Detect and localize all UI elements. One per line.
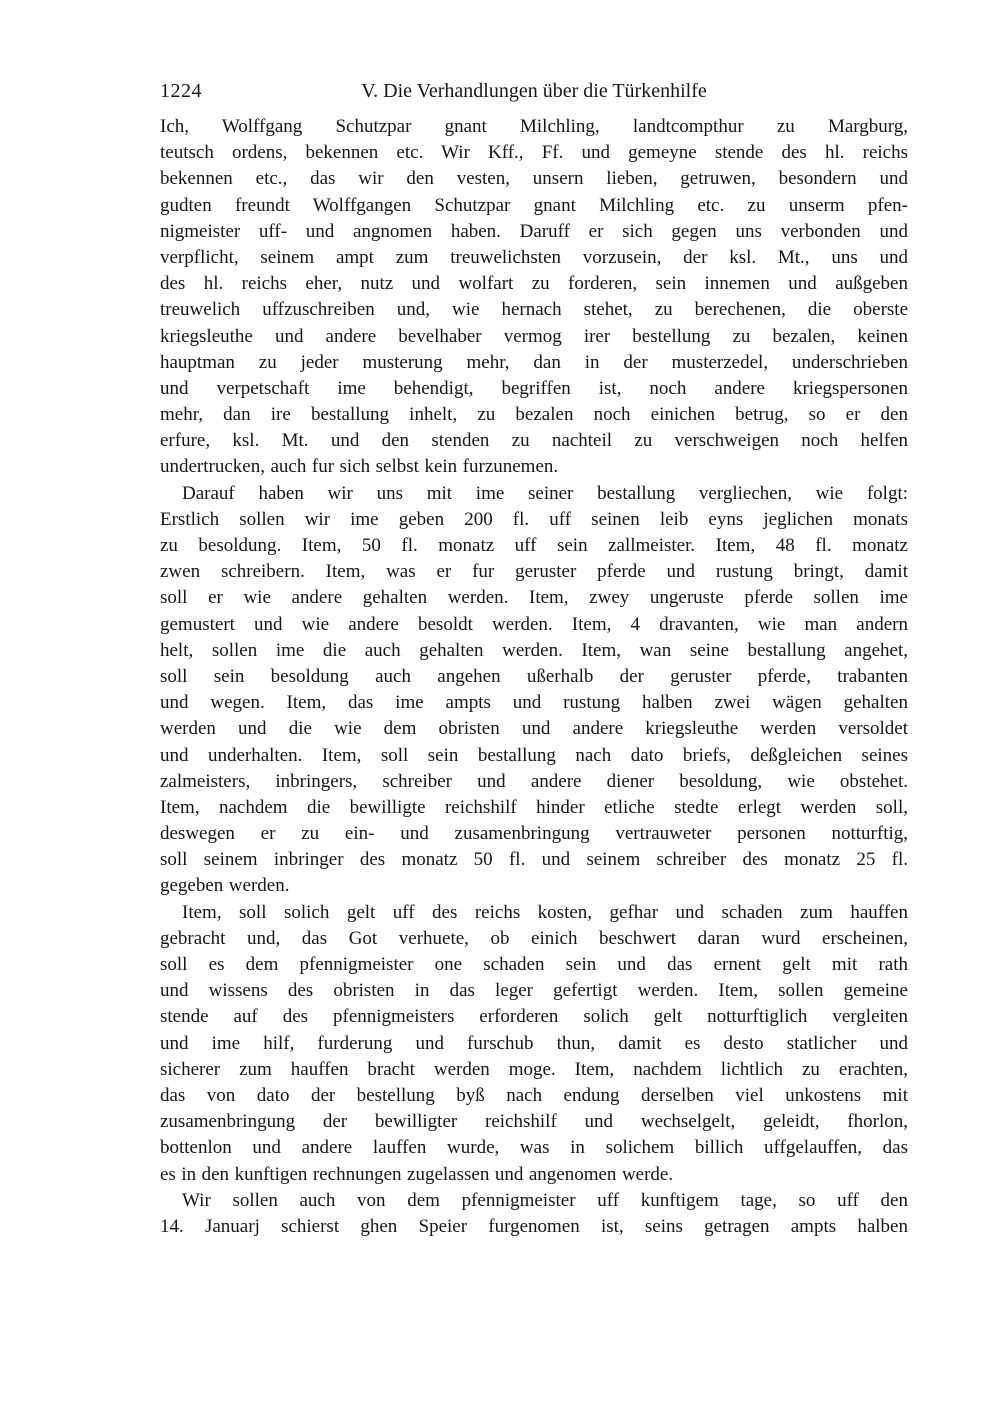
paragraph [160,114,908,481]
text-line: mehr, dan ire bestallung inhelt, zu bezalen noch einichen betrug, so er den [160,404,908,426]
text-line: werden und die wie dem obristen und andere kriegsleuthe werden versoldet [160,718,908,740]
text-line: zalmeisters, inbringers, schreiber und andere diener besoldung, wie obstehet. [160,770,908,792]
text-line: und verpetschaft ime behendigt, begriffen ist, noch andere kriegspersonen [160,377,908,399]
text-line: 14. Januarj schierst ghen Speier furgenomen ist, seins getragen ampts halben [160,1215,908,1237]
text-line: gudten freundt Wolffgangen Schutzpar gnant Milchling etc. zu unserm pfen- [160,194,908,216]
text-line: gemustert und wie andere besoldt werden. Item, 4 dravanten, wie man andern [160,613,908,635]
text-line: undertrucken, auch fur sich selbst kein furzunemen. [160,456,559,478]
text-line: sicherer zum hauffen bracht werden moge. Item, nachdem lichtlich zu erachten, [160,1058,908,1080]
text-line: das von dato der bestellung byß nach endung derselben viel unkostens mit [160,1084,908,1106]
body-text [160,114,908,1240]
text-line: und ime hilf, furderung und furschub thun, damit es desto statlicher und [160,1032,908,1054]
text-line: nigmeister uff- und angnomen haben. Daruff er sich gegen uns verbonden und [160,220,908,242]
text-line: soll es dem pfennigmeister one schaden sein und das ernent gelt mit rath [160,954,908,975]
text-line: Erstlich sollen wir ime geben 200 fl. uff seinen leib eyns jeglichen monats [160,508,908,530]
text-line: gebracht und, das Got verhuete, ob einich beschwert daran wurd erscheinen, [160,927,908,949]
text-line: deswegen er zu ein- und zusamenbringung vertrauweter personen notturftig, [160,823,908,845]
text-line: zu besoldung. Item, 50 fl. monatz uff sein zallmeister. Item, 48 fl. monatz [160,535,908,556]
text-line: zwen schreibern. Item, was er fur geruster pferde und rustung bringt, damit [160,561,908,583]
text-line: Ich, Wolffgang Schutzpar gnant Milchling, landtcompthur zu Margburg, [160,116,908,137]
running-header-title: V. Die Verhandlungen über die Türkenhilfe [361,80,707,102]
text-line: zusamenbringung der bewilligter reichshilf und wechselgelt, geleidt, fhorlon, [160,1111,908,1133]
text-line: erfure, ksl. Mt. und den stenden zu nachteil zu verschweigen noch helfen [160,430,908,452]
text-line: und wegen. Item, das ime ampts und rustung halben zwei wägen gehalten [160,692,908,714]
paragraph [160,481,908,900]
text-line: Darauf haben wir uns mit ime seiner bestallung vergliechen, wie folgt: [182,482,908,504]
text-line: soll sein besoldung auch angehen ußerhalb der geruster pferde, trabanten [160,665,908,687]
text-line: des hl. reichs eher, nutz und wolfart zu forderen, sein innemen und außgeben [160,273,908,295]
text-line: Item, nachdem die bewilligte reichshilf hinder etliche stedte erlegt werden soll, [160,796,908,818]
text-line: kriegsleuthe und andere bevelhaber vermog irer bestellung zu bezalen, keinen [160,325,908,347]
text-line: teutsch ordens, bekennen etc. Wir Kff., Ff. und gemeyne stende des hl. reichs [160,142,908,164]
text-line: soll er wie andere gehalten werden. Item, zwey ungeruste pferde sollen ime [160,587,908,609]
text-line: verpflicht, seinem ampt zum treuwelichsten vorzusein, der ksl. Mt., uns und [160,246,908,268]
text-line: hauptman zu jeder musterung mehr, dan in der musterzedel, underschrieben [160,351,908,373]
text-line: gegeben werden. [160,875,290,897]
paragraph [160,900,908,1188]
text-line: treuwelich uffzuschreiben und, wie hernach stehet, zu berechenen, die oberste [160,299,908,321]
text-line: soll seinem inbringer des monatz 50 fl. und seinem schreiber des monatz 25 fl. [160,849,908,871]
text-line: es in den kunftigen rechnungen zugelassen und angenomen werde. [160,1163,674,1185]
text-line: Item, soll solich gelt uff des reichs kosten, gefhar und schaden zum hauffen [182,901,908,923]
text-line: bottenlon und andere lauffen wurde, was in solichem billich uffgelauffen, das [160,1137,908,1159]
text-line: Wir sollen auch von dem pfennigmeister uff kunftigem tage, so uff den [182,1189,908,1211]
running-header [160,78,908,104]
text-line: stende auf des pfennigmeisters erforderen solich gelt notturftiglich vergleiten [160,1006,908,1028]
text-line: bekennen etc., das wir den vesten, unsern lieben, getruwen, besondern und [160,168,908,190]
page-number: 1224 [160,80,202,102]
paragraph [160,1188,908,1240]
text-line: und wissens des obristen in das leger gefertigt werden. Item, sollen gemeine [160,980,908,1002]
text-line: und underhalten. Item, soll sein bestallung nach dato briefs, deßgleichen seines [160,744,908,766]
text-line: helt, sollen ime die auch gehalten werden. Item, wan seine bestallung angehet, [160,639,908,661]
